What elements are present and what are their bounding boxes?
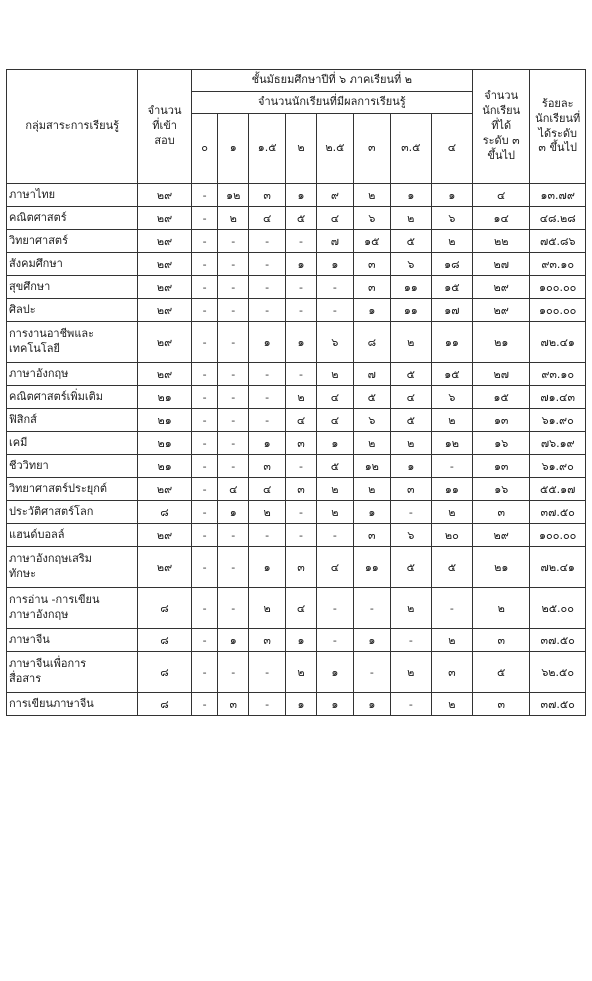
test-takers-cell: ๒๑ [138, 455, 191, 478]
percent-level3-cell: ๓๗.๕๐ [530, 693, 586, 716]
grade-header-cell: ๒ [286, 114, 317, 184]
table-row [7, 363, 586, 386]
count-level3-cell: ๒ [472, 588, 529, 629]
grade-count-cell: ๒ [431, 230, 472, 253]
subject-cell: วิทยาศาสตร์ประยุกต์ [7, 478, 138, 501]
test-takers-cell: ๒๙ [138, 478, 191, 501]
table-row [7, 253, 586, 276]
count-level3-cell: ๔ [472, 184, 529, 207]
subject-cell: ภาษาอังกฤษเสริม ทักษะ [7, 547, 138, 588]
grade-count-cell: ๒ [431, 409, 472, 432]
table-header [7, 70, 586, 184]
count-level3-cell: ๒๗ [472, 363, 529, 386]
grade-count-cell: - [218, 588, 249, 629]
grade-count-cell: ๗ [316, 230, 353, 253]
level-semester-header: ชั้นมัธยมศึกษาปีที่ ๖ ภาคเรียนที่ ๒ [191, 70, 472, 92]
grade-count-cell: ๑๒ [431, 432, 472, 455]
grade-count-cell: ๕ [353, 386, 390, 409]
grade-count-cell: ๓ [286, 547, 317, 588]
subject-cell: ภาษาไทย [7, 184, 138, 207]
grade-count-cell: ๔ [249, 478, 286, 501]
count-level3-cell: ๑๔ [472, 207, 529, 230]
test-takers-header: จำนวน ที่เข้า สอบ [138, 70, 191, 184]
grade-count-cell: ๑ [249, 547, 286, 588]
grade-count-cell: ๒ [218, 207, 249, 230]
grade-count-cell: - [191, 501, 218, 524]
subject-cell: แฮนด์บอลล์ [7, 524, 138, 547]
grade-count-cell: - [286, 501, 317, 524]
grade-count-cell: ๒ [286, 386, 317, 409]
count-level3-cell: ๒๑ [472, 322, 529, 363]
subject-cell: คณิตศาสตร์เพิ่มเติม [7, 386, 138, 409]
subject-cell: คณิตศาสตร์ [7, 207, 138, 230]
grade-count-cell: ๑๑ [390, 299, 431, 322]
grade-count-cell: - [191, 363, 218, 386]
students-by-result-header: จำนวนนักเรียนที่มีผลการเรียนรู้ [191, 92, 472, 114]
grade-count-cell: - [316, 588, 353, 629]
grade-count-cell: ๓ [353, 253, 390, 276]
grade-count-cell: - [191, 588, 218, 629]
grade-count-cell: ๑ [353, 501, 390, 524]
grade-count-cell: - [191, 207, 218, 230]
grade-count-cell: ๑๑ [390, 276, 431, 299]
grade-count-cell: - [316, 276, 353, 299]
grade-count-cell: - [316, 629, 353, 652]
grade-count-cell: - [249, 253, 286, 276]
grade-count-cell: ๒ [286, 652, 317, 693]
grade-count-cell: ๕ [431, 547, 472, 588]
grade-count-cell: ๑๒ [218, 184, 249, 207]
percent-level3-cell: ๕๕.๑๗ [530, 478, 586, 501]
grade-count-cell: - [191, 299, 218, 322]
subject-cell: ฟิสิกส์ [7, 409, 138, 432]
grade-count-cell: ๒๐ [431, 524, 472, 547]
grade-count-cell: ๔ [249, 207, 286, 230]
grade-count-cell: - [286, 363, 317, 386]
grade-count-cell: ๑ [286, 184, 317, 207]
grade-count-cell: - [218, 253, 249, 276]
grade-count-cell: ๒ [249, 501, 286, 524]
grade-count-cell: ๕ [390, 363, 431, 386]
grade-count-cell: - [218, 409, 249, 432]
grade-count-cell: - [249, 652, 286, 693]
test-takers-cell: ๒๙ [138, 184, 191, 207]
table-row [7, 386, 586, 409]
percent-level3-cell: ๑๓.๗๙ [530, 184, 586, 207]
grade-count-cell: - [431, 455, 472, 478]
grade-count-cell: ๒ [353, 432, 390, 455]
grade-count-cell: ๓ [249, 184, 286, 207]
grade-count-cell: - [191, 432, 218, 455]
grade-count-cell: - [218, 547, 249, 588]
grade-count-cell: ๑๕ [353, 230, 390, 253]
grade-count-cell: - [191, 276, 218, 299]
test-takers-cell: ๒๑ [138, 432, 191, 455]
test-takers-cell: ๒๙ [138, 524, 191, 547]
grade-count-cell: ๒ [249, 588, 286, 629]
percent-level3-cell: ๖๑.๙๐ [530, 455, 586, 478]
grade-count-cell: - [249, 230, 286, 253]
grade-header-cell: ๔ [431, 114, 472, 184]
grade-count-cell: ๒ [431, 501, 472, 524]
grade-count-cell: ๑๗ [431, 299, 472, 322]
test-takers-cell: ๒๑ [138, 386, 191, 409]
grade-count-cell: - [191, 184, 218, 207]
percent-level3-cell: ๙๓.๑๐ [530, 363, 586, 386]
grade-count-cell: ๑ [353, 693, 390, 716]
count-level3-cell: ๓ [472, 693, 529, 716]
grade-count-cell: ๒ [353, 478, 390, 501]
grade-count-cell: ๑ [218, 629, 249, 652]
grade-count-cell: - [218, 276, 249, 299]
grade-count-cell: - [218, 230, 249, 253]
grade-count-cell: - [390, 501, 431, 524]
percent-level3-cell: ๑๐๐.๐๐ [530, 276, 586, 299]
subject-cell: การงานอาชีพและ เทคโนโลยี [7, 322, 138, 363]
subject-cell: ชีววิทยา [7, 455, 138, 478]
table-row [7, 409, 586, 432]
grade-count-cell: - [316, 299, 353, 322]
grade-count-cell: ๑ [390, 184, 431, 207]
subject-cell: การเขียนภาษาจีน [7, 693, 138, 716]
grade-count-cell: ๗ [353, 363, 390, 386]
grade-count-cell: ๘ [353, 322, 390, 363]
grade-count-cell: ๔ [316, 207, 353, 230]
grade-count-cell: - [218, 299, 249, 322]
grade-count-cell: ๔ [286, 588, 317, 629]
percent-level3-cell: ๑๐๐.๐๐ [530, 524, 586, 547]
table-body [7, 184, 586, 716]
grade-count-cell: ๑๘ [431, 253, 472, 276]
table-row [7, 547, 586, 588]
grade-count-cell: ๙ [316, 184, 353, 207]
grade-count-cell: ๓ [390, 478, 431, 501]
grade-count-cell: ๕ [390, 409, 431, 432]
grade-count-cell: - [218, 524, 249, 547]
grade-count-cell: ๑ [390, 455, 431, 478]
grade-count-cell: ๕ [390, 547, 431, 588]
table-row [7, 478, 586, 501]
grade-results-table [6, 69, 586, 716]
grade-count-cell: ๒ [390, 588, 431, 629]
percent-level3-cell: ๖๒.๕๐ [530, 652, 586, 693]
grade-count-cell: ๒ [431, 629, 472, 652]
percent-level3-cell: ๔๘.๒๘ [530, 207, 586, 230]
percent-level3-cell: ๓๗.๕๐ [530, 501, 586, 524]
grade-count-cell: - [218, 432, 249, 455]
grade-count-cell: ๒ [390, 207, 431, 230]
grade-count-cell: ๓ [286, 478, 317, 501]
grade-count-cell: - [191, 409, 218, 432]
grade-count-cell: - [390, 629, 431, 652]
subject-group-header: กลุ่มสาระการเรียนรู้ [7, 70, 138, 184]
grade-count-cell: ๓ [353, 524, 390, 547]
grade-count-cell: - [286, 276, 317, 299]
grade-count-cell: ๒ [316, 363, 353, 386]
grade-count-cell: ๑๑ [353, 547, 390, 588]
grade-count-cell: ๕ [390, 230, 431, 253]
count-level3-cell: ๒๑ [472, 547, 529, 588]
test-takers-cell: ๒๙ [138, 230, 191, 253]
grade-count-cell: ๖ [431, 386, 472, 409]
grade-count-cell: ๒ [431, 693, 472, 716]
count-level3-cell: ๒๒ [472, 230, 529, 253]
grade-count-cell: ๑ [316, 652, 353, 693]
subject-cell: ภาษาจีน [7, 629, 138, 652]
grade-count-cell: ๑ [286, 253, 317, 276]
percent-level3-cell: ๗๑.๔๓ [530, 386, 586, 409]
grade-count-cell: - [249, 409, 286, 432]
grade-count-cell: - [431, 588, 472, 629]
grade-count-cell: ๔ [218, 478, 249, 501]
grade-count-cell: - [249, 363, 286, 386]
percent-level3-cell: ๗๒.๔๑ [530, 547, 586, 588]
grade-count-cell: ๑ [249, 322, 286, 363]
grade-count-cell: - [249, 693, 286, 716]
count-level3-cell: ๑๓ [472, 409, 529, 432]
grade-count-cell: - [249, 524, 286, 547]
grade-header-cell: ๓.๕ [390, 114, 431, 184]
percent-level3-cell: ๗๖.๑๙ [530, 432, 586, 455]
grade-count-cell: ๔ [286, 409, 317, 432]
grade-count-cell: ๖ [390, 253, 431, 276]
grade-header-cell: ๑ [218, 114, 249, 184]
grade-count-cell: - [218, 386, 249, 409]
table-row [7, 652, 586, 693]
percent-level3-cell: ๙๓.๑๐ [530, 253, 586, 276]
subject-cell: ประวัติศาสตร์โลก [7, 501, 138, 524]
subject-cell: เคมี [7, 432, 138, 455]
test-takers-cell: ๒๙ [138, 363, 191, 386]
grade-count-cell: ๑ [316, 693, 353, 716]
table-row [7, 588, 586, 629]
grade-count-cell: - [218, 455, 249, 478]
grade-count-cell: - [286, 230, 317, 253]
grade-count-cell: ๓ [431, 652, 472, 693]
subject-cell: สังคมศึกษา [7, 253, 138, 276]
test-takers-cell: ๘ [138, 588, 191, 629]
percent-level3-header: ร้อยละ นักเรียนที่ ได้ระดับ ๓ ขึ้นไป [530, 70, 586, 184]
subject-cell: การอ่าน -การเขียน ภาษาอังกฤษ [7, 588, 138, 629]
grade-count-cell: ๒ [390, 652, 431, 693]
grade-count-cell: ๑ [316, 432, 353, 455]
grade-count-cell: ๑ [431, 184, 472, 207]
grade-count-cell: - [191, 253, 218, 276]
grade-count-cell: - [316, 524, 353, 547]
grade-count-cell: ๖ [431, 207, 472, 230]
count-level3-cell: ๒๙ [472, 524, 529, 547]
grade-count-cell: ๑ [286, 322, 317, 363]
subject-cell: วิทยาศาสตร์ [7, 230, 138, 253]
grade-count-cell: ๒ [390, 432, 431, 455]
grade-count-cell: ๑ [316, 253, 353, 276]
count-level3-header: จำนวน นักเรียน ที่ได้ ระดับ ๓ ขึ้นไป [472, 70, 529, 184]
grade-count-cell: ๒ [353, 184, 390, 207]
count-level3-cell: ๒๙ [472, 276, 529, 299]
count-level3-cell: ๒๙ [472, 299, 529, 322]
test-takers-cell: ๒๙ [138, 207, 191, 230]
percent-level3-cell: ๗๕.๘๖ [530, 230, 586, 253]
grade-count-cell: - [353, 588, 390, 629]
table-row [7, 184, 586, 207]
grade-count-cell: - [286, 524, 317, 547]
grade-count-cell: ๓ [353, 276, 390, 299]
grade-count-cell: - [191, 629, 218, 652]
grade-count-cell: ๑ [218, 501, 249, 524]
grade-count-cell: - [191, 693, 218, 716]
subject-cell: สุขศึกษา [7, 276, 138, 299]
grade-count-cell: ๔ [390, 386, 431, 409]
test-takers-cell: ๒๑ [138, 409, 191, 432]
grade-count-cell: ๓ [286, 432, 317, 455]
count-level3-cell: ๓ [472, 501, 529, 524]
grade-count-cell: - [218, 322, 249, 363]
grade-count-cell: ๑ [286, 693, 317, 716]
grade-count-cell: ๔ [316, 409, 353, 432]
grade-count-cell: ๑ [286, 629, 317, 652]
grade-count-cell: ๖ [316, 322, 353, 363]
grade-count-cell: - [249, 276, 286, 299]
grade-count-cell: ๑๕ [431, 363, 472, 386]
grade-count-cell: ๑ [249, 432, 286, 455]
test-takers-cell: ๘ [138, 629, 191, 652]
grade-count-cell: ๒ [390, 322, 431, 363]
grade-count-cell: ๑๒ [353, 455, 390, 478]
test-takers-cell: ๘ [138, 652, 191, 693]
count-level3-cell: ๑๕ [472, 386, 529, 409]
grade-count-cell: - [286, 299, 317, 322]
percent-level3-cell: ๓๗.๕๐ [530, 629, 586, 652]
grade-count-cell: ๕ [316, 455, 353, 478]
grade-count-cell: - [191, 524, 218, 547]
grade-count-cell: - [191, 455, 218, 478]
grade-header-cell: ๑.๕ [249, 114, 286, 184]
grade-count-cell: - [286, 455, 317, 478]
table-row [7, 207, 586, 230]
test-takers-cell: ๘ [138, 693, 191, 716]
grade-count-cell: ๔ [316, 547, 353, 588]
test-takers-cell: ๒๙ [138, 276, 191, 299]
grade-header-cell: ๒.๕ [316, 114, 353, 184]
grade-count-cell: - [191, 478, 218, 501]
table-row [7, 299, 586, 322]
count-level3-cell: ๓ [472, 629, 529, 652]
grade-count-cell: - [191, 322, 218, 363]
grade-count-cell: ๓ [249, 629, 286, 652]
test-takers-cell: ๘ [138, 501, 191, 524]
grade-count-cell: - [390, 693, 431, 716]
count-level3-cell: ๒๗ [472, 253, 529, 276]
grade-count-cell: ๑ [353, 299, 390, 322]
subject-cell: ศิลปะ [7, 299, 138, 322]
test-takers-cell: ๒๙ [138, 253, 191, 276]
percent-level3-cell: ๗๒.๔๑ [530, 322, 586, 363]
grade-header-cell: ๐ [191, 114, 218, 184]
grade-count-cell: ๑ [353, 629, 390, 652]
grade-count-cell: - [191, 652, 218, 693]
grade-count-cell: ๑๕ [431, 276, 472, 299]
table-row [7, 276, 586, 299]
test-takers-cell: ๒๙ [138, 299, 191, 322]
table-row [7, 524, 586, 547]
grade-count-cell: ๓ [249, 455, 286, 478]
grade-count-cell: ๑๑ [431, 322, 472, 363]
table-row [7, 230, 586, 253]
table-row [7, 455, 586, 478]
count-level3-cell: ๑๓ [472, 455, 529, 478]
grade-count-cell: - [249, 299, 286, 322]
test-takers-cell: ๒๙ [138, 322, 191, 363]
grade-count-cell: ๔ [316, 386, 353, 409]
grade-count-cell: - [191, 230, 218, 253]
grade-count-cell: - [353, 652, 390, 693]
grade-count-cell: - [218, 652, 249, 693]
percent-level3-cell: ๑๐๐.๐๐ [530, 299, 586, 322]
grade-count-cell: - [218, 363, 249, 386]
table-row [7, 322, 586, 363]
grade-count-cell: ๒ [316, 501, 353, 524]
grade-count-cell: ๕ [286, 207, 317, 230]
grade-count-cell: ๑๑ [431, 478, 472, 501]
grade-count-cell: - [191, 386, 218, 409]
table-row [7, 629, 586, 652]
percent-level3-cell: ๖๑.๙๐ [530, 409, 586, 432]
subject-cell: ภาษาจีนเพื่อการ สื่อสาร [7, 652, 138, 693]
grade-count-cell: ๖ [353, 409, 390, 432]
grade-count-cell: ๖ [390, 524, 431, 547]
table-row [7, 501, 586, 524]
grade-count-cell: ๒ [316, 478, 353, 501]
grade-header-cell: ๓ [353, 114, 390, 184]
subject-cell: ภาษาอังกฤษ [7, 363, 138, 386]
count-level3-cell: ๑๖ [472, 432, 529, 455]
grade-count-cell: ๖ [353, 207, 390, 230]
table-row [7, 693, 586, 716]
test-takers-cell: ๒๙ [138, 547, 191, 588]
table-row [7, 432, 586, 455]
count-level3-cell: ๕ [472, 652, 529, 693]
grade-count-cell: - [249, 386, 286, 409]
count-level3-cell: ๑๖ [472, 478, 529, 501]
grade-count-cell: - [191, 547, 218, 588]
percent-level3-cell: ๒๕.๐๐ [530, 588, 586, 629]
grade-count-cell: ๓ [218, 693, 249, 716]
